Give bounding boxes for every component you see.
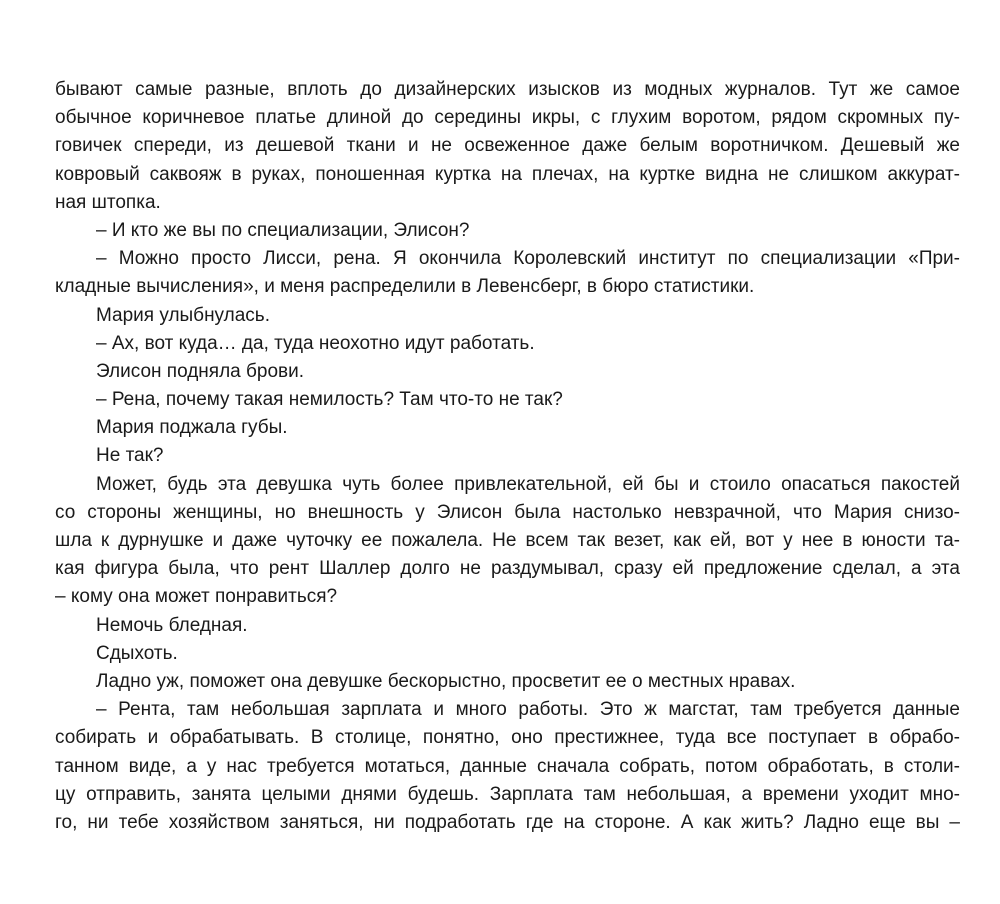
text-line: го, ни тебе хозяйством заняться, ни подработать где на стороне. А как жить? Ладно еще вы – (55, 811, 960, 833)
text-line: Мария улыбнулась. (96, 304, 270, 326)
text-line: ная штопка. (55, 191, 161, 213)
text-line: собирать и обрабатывать. В столице, понятно, оно престижнее, туда все поступает в обрабо- (55, 727, 960, 749)
text-line: обычное коричневое платье длиной до середины икры, с глухим воротом, рядом скромных пу- (55, 107, 960, 129)
text-line: со стороны женщины, но внешность у Элисон была настолько невзрачной, что Мария снизо- (55, 501, 960, 523)
text-line: танном виде, а у нас требуется мотаться, данные сначала собрать, потом обработать, в столи- (55, 755, 960, 777)
text-line: – Рента, там небольшая зарплата и много работы. Это ж магстат, там требуется данные (96, 699, 960, 721)
text-line: Ладно уж, поможет она девушке бескорыстно, просветит ее о местных нравах. (96, 670, 796, 692)
text-line: – И кто же вы по специализации, Элисон? (96, 219, 470, 241)
text-line: кая фигура была, что рент Шаллер долго не раздумывал, сразу ей предложение сделал, а эта (55, 558, 960, 580)
text-line: Сдыхоть. (96, 642, 178, 664)
text-line: кладные вычисления», и меня распределили в Левенсберг, в бюро статистики. (55, 276, 755, 298)
text-line: Может, будь эта девушка чуть более привлекательной, ей бы и стоило опасаться пакостей (96, 473, 960, 495)
text-line: ковровый саквояж в руках, поношенная куртка на плечах, на куртке видна не слишком аккурат- (55, 163, 960, 185)
text-line: – Рена, почему такая немилость? Там что-то не так? (96, 389, 563, 411)
text-line: бывают самые разные, вплоть до дизайнерских изысков из модных журналов. Тут же самое (55, 79, 960, 100)
text-line: шла к дурнушке и даже чуточку ее пожалела. Не всем так везет, как ей, вот у нее в юности та- (55, 530, 960, 551)
text-line: цу отправить, занята целыми днями будешь. Зарплата там небольшая, а времени уходит мно- (55, 783, 960, 805)
text-line: – Можно просто Лисси, рена. Я окончила Королевский институт по специализации «При- (96, 248, 960, 270)
text-line: – Ах, вот куда… да, туда неохотно идут работать. (96, 332, 535, 354)
text-line: говичек спереди, из дешевой ткани и не освеженное даже белым воротничком. Дешевый же (55, 135, 960, 157)
text-line: Не так? (96, 445, 164, 467)
text-line: – кому она может понравиться? (55, 586, 338, 608)
body-text (55, 76, 960, 837)
text-line: Мария поджала губы. (96, 417, 288, 439)
text-line: Немочь бледная. (96, 614, 248, 636)
text-line: Элисон подняла брови. (96, 360, 305, 382)
